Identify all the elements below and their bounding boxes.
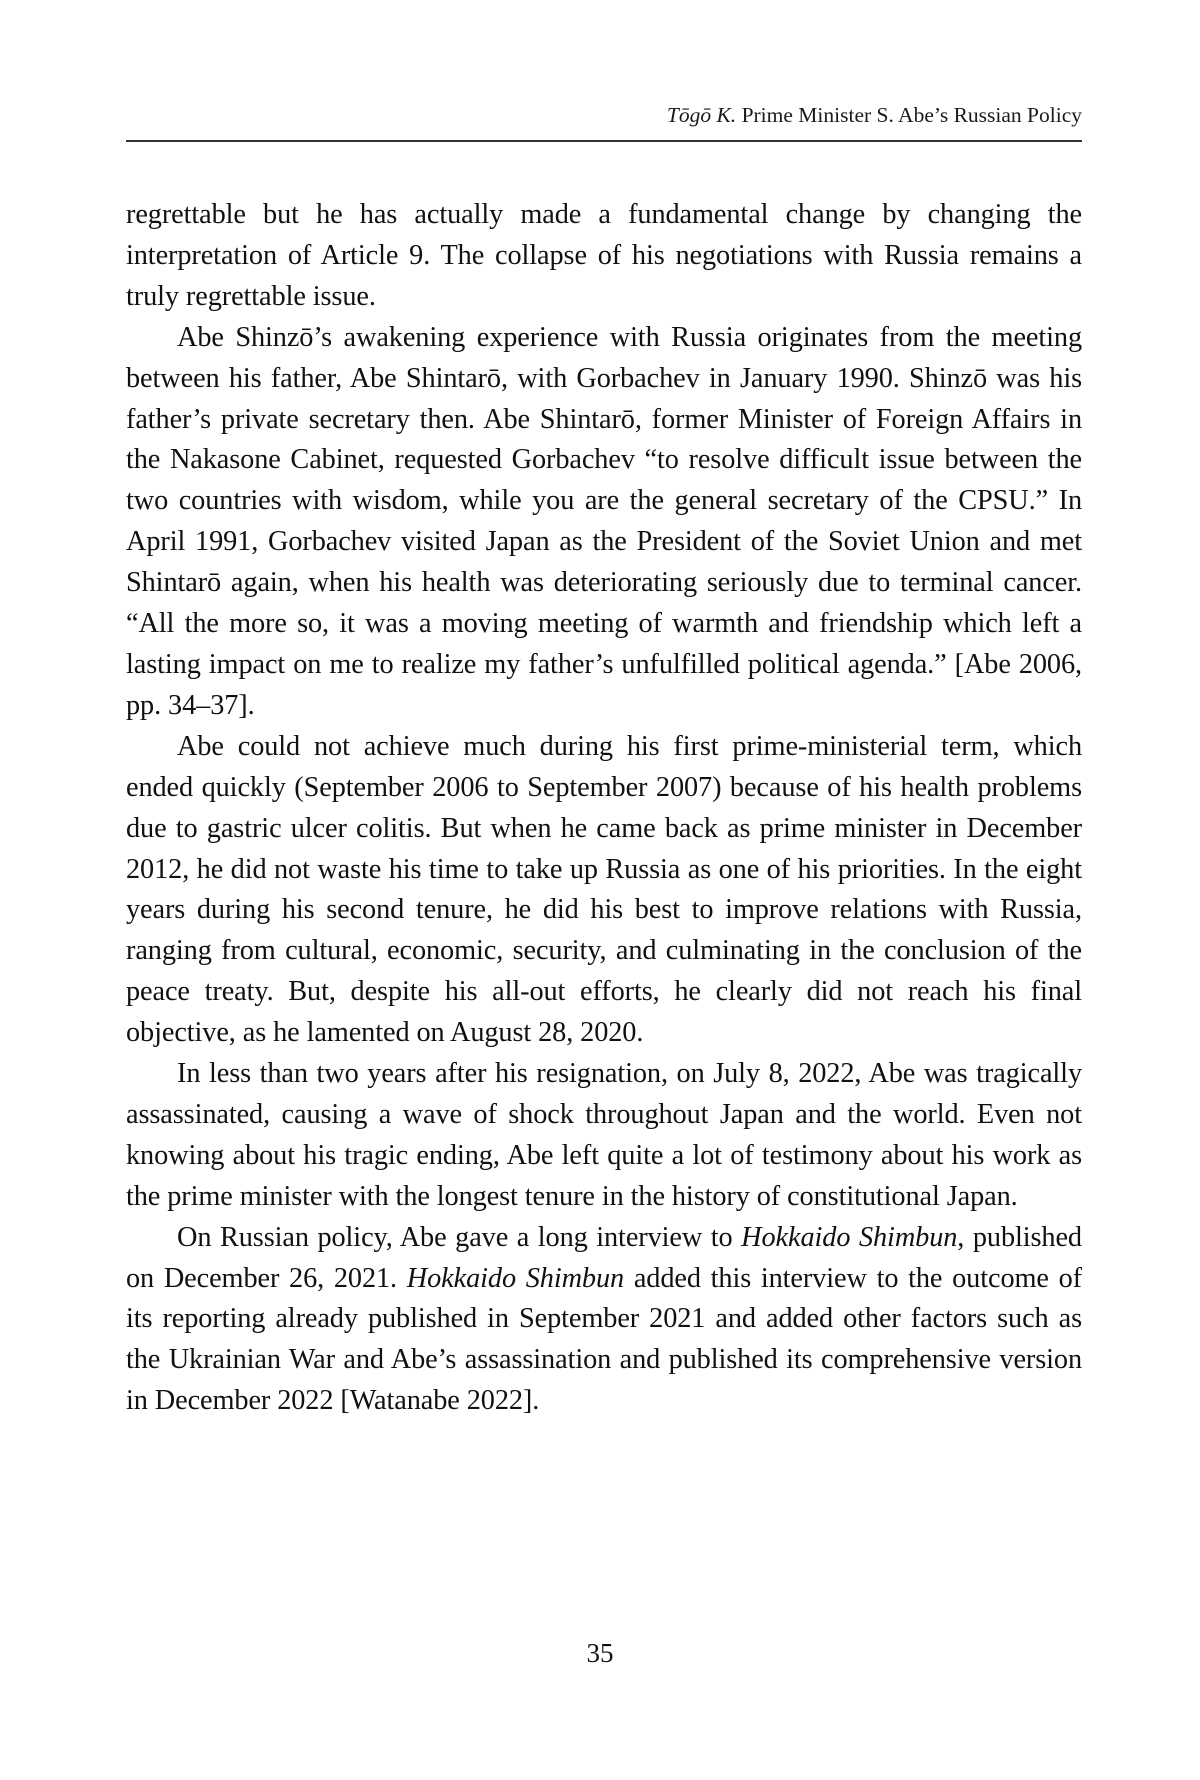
page-number: 35: [586, 1638, 614, 1668]
text-run: , published on December 26, 2021.: [126, 1221, 1082, 1294]
body-text: [126, 195, 1082, 1422]
italic-title: Hokkaido Shimbun: [406, 1262, 625, 1294]
paragraph: [126, 318, 1082, 727]
text-run: added this interview to the outcome of its reporting already published in September 2021 and added other factors such as the Ukrainian War and Abe’s assassination and published its comprehensive version in December 2022 [Watanabe 2022].: [126, 1262, 1082, 1417]
paragraph: [126, 195, 1082, 318]
text-run: Abe could not achieve much during his first prime-ministerial term, which ended quickly (September 2006 to September 2007) because of his health problems due to gastric ulcer colitis. But when he came back as prime minister in December 2012, he did not waste his time to take up Russia as one of his priorities. In the eight years during his second tenure, he did his best to improve relations with Russia, ranging from cultural, economic, security, and culminating in the conclusion of the peace treaty. But, despite his all-out efforts, he clearly did not reach his final objective, as he lamented on August 28, 2020.: [126, 730, 1082, 1049]
paragraph: [126, 727, 1082, 1054]
italic-title: Hokkaido Shimbun: [741, 1221, 958, 1253]
running-header: [126, 100, 1082, 130]
header-title: Prime Minister S. Abe’s Russian Policy: [736, 103, 1082, 127]
text-run: regrettable but he has actually made a fundamental change by changing the interpretation of Article 9. The collapse of his negotiations with Russia remains a truly regrettable issue.: [126, 199, 1082, 312]
text-run: Abe Shinzō’s awakening experience with Russia originates from the meeting between his father, Abe Shintarō, with Gorbachev in January 1990. Shinzō was his father’s private secretary then. Abe Shintarō, former Minister of Foreign Affairs in the Nakasone Cabinet, requested Gorbachev “to resolve difficult issue between the two countries with wisdom, while you are the general secretary of the CPSU.” In April 1991, Gorbachev visited Japan as the President of the Soviet Union and met Shintarō again, when his health was deteriorating seriously due to terminal cancer. “All the more so, it was a moving meeting of warmth and friendship which left a lasting impact on me to realize my father’s unfulfilled political agenda.” [Abe 2006, pp. 34–37].: [126, 321, 1082, 721]
text-run: In less than two years after his resignation, on July 8, 2022, Abe was tragically assassinated, causing a wave of shock throughout Japan and the world. Even not knowing about his tragic ending, Abe left quite a lot of testimony about his work as the prime minister with the longest tenure in the history of constitutional Japan.: [126, 1058, 1082, 1212]
header-divider: [126, 140, 1082, 142]
header-author: Tōgō K.: [666, 103, 737, 127]
paragraph: [126, 1054, 1082, 1218]
text-run: On Russian policy, Abe gave a long interview to: [177, 1221, 742, 1253]
paragraph: [126, 1218, 1082, 1423]
